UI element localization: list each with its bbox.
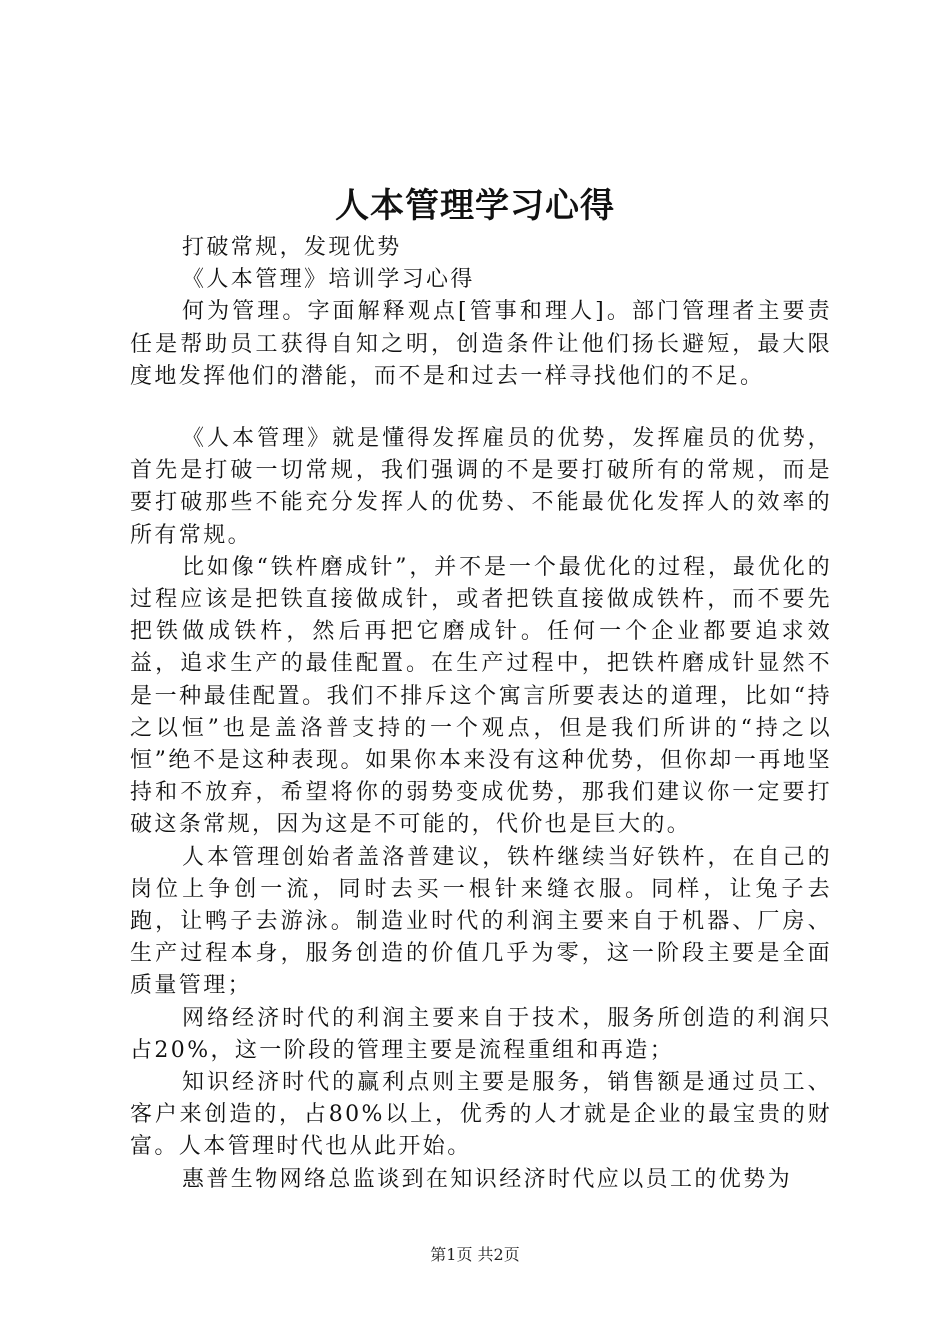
paragraph-training-title: 《人本管理》培训学习心得 xyxy=(182,267,475,293)
paragraph-hp-director: 惠普生物网络总监谈到在知识经济时代应以员工的优势为 xyxy=(182,1166,793,1192)
paragraph-human-management: 《人本管理》就是懂得发挥雇员的优势，发挥雇员的优势，首先是打破一切常规，我们强调的不是要打破所有的常规，而是要打破那些不能充分发挥人的优势、不能最优化发挥人的效率的所有常规。 xyxy=(130,426,832,548)
document-body xyxy=(130,232,832,1196)
paragraph-knowledge-economy: 知识经济时代的赢利点则主要是服务，销售额是通过员工、客户来创造的，占80%以上，优秀的人才就是企业的最宝贵的财富。人本管理时代也从此开始。 xyxy=(130,1070,832,1160)
paragraph-subtitle: 打破常规，发现优势 xyxy=(182,235,402,260)
paragraph-network-economy: 网络经济时代的利润主要来自于技术，服务所创造的利润只占20%，这一阶段的管理主要是流程重组和再造； xyxy=(130,1005,832,1063)
page-indicator: 第1页 共2页 xyxy=(430,1245,520,1264)
document-title: 人本管理学习心得 xyxy=(335,186,615,226)
paragraph-iron-needle: 比如像“铁杵磨成针”，并不是一个最优化的过程，最优化的过程应该是把铁直接做成针，或者把铁直接做成铁杵，而不要先把铁做成铁杵，然后再把它磨成针。任何一个企业都要追求效益，追求生产的最佳配置。在生产过程中，把铁杵磨成针显然不是一种最佳配置。我们不排斥这个寓言所要表达的道理，比如“持之以恒”也是盖洛普支持的一个观点，但是我们所讲的“持之以恒”绝不是这种表现。如果你本来没有这种优势，但你却一再地坚持和不放弃，希望将你的弱势变成优势，那我们建议你一定要打破这条常规，因为这是不可能的，代价也是巨大的。 xyxy=(130,554,832,838)
paragraph-management-definition: 何为管理。字面解释观点[管事和理人]。部门管理者主要责任是帮助员工获得自知之明，创造条件让他们扬长避短，最大限度地发挥他们的潜能，而不是和过去一样寻找他们的不足。 xyxy=(130,299,832,389)
paragraph-gallup-advice: 人本管理创始者盖洛普建议，铁杵继续当好铁杵，在自己的岗位上争创一流，同时去买一根针来缝衣服。同样，让兔子去跑，让鸭子去游泳。制造业时代的利润主要来自于机器、厂房、生产过程本身，服务创造的价值几乎为零，这一阶段主要是全面质量管理； xyxy=(130,844,832,999)
